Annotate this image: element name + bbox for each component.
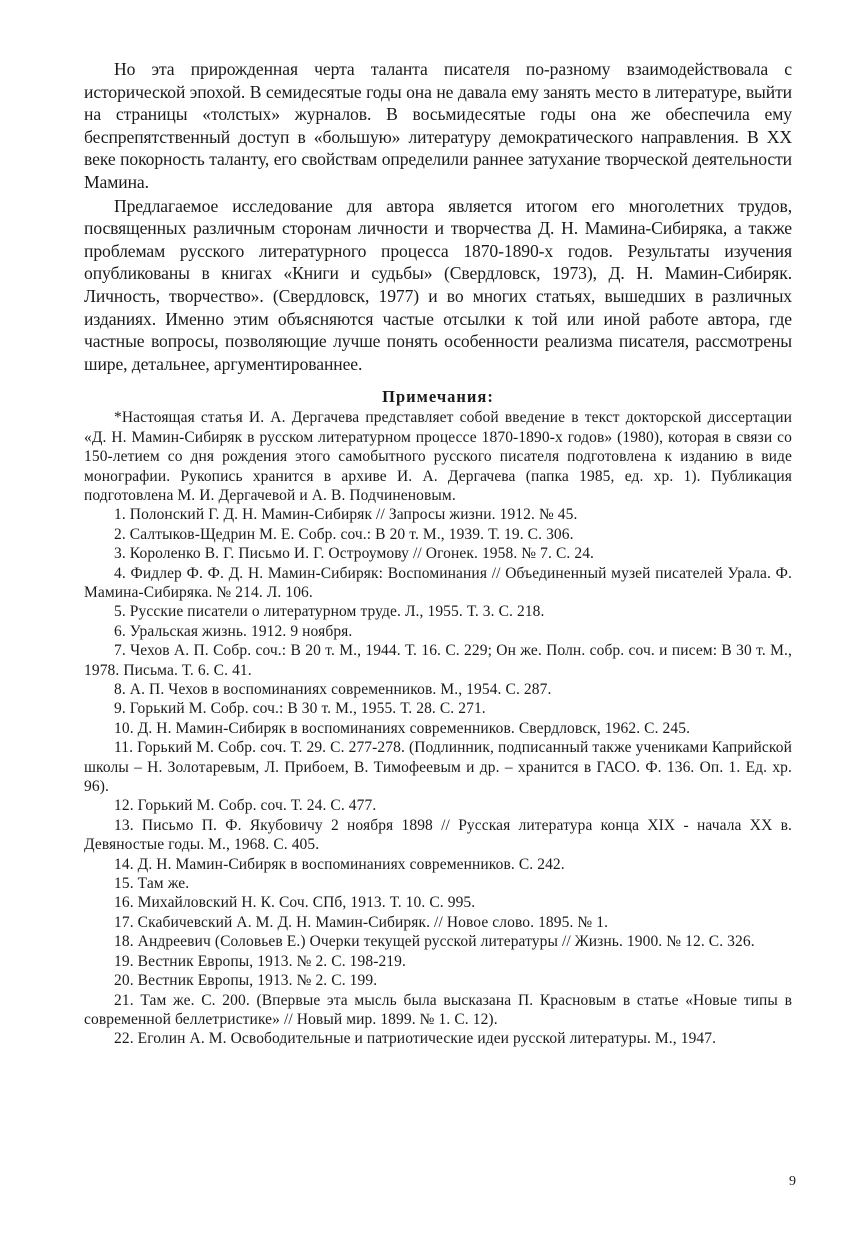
note-item: 15. Там же.	[114, 875, 190, 893]
note-item: 5. Русские писатели о литературном труде. Л., 1955. Т. 3. С. 218.	[114, 603, 545, 621]
note-item: 12. Горький М. Собр. соч. Т. 24. С. 477.	[114, 797, 377, 815]
note-item: 4. Фидлер Ф. Ф. Д. Н. Мамин-Сибиряк: Воспоминания // Объединенный музей писателей Урала. Ф. Мамина-Сибиряка. № 214. Л. 106.	[84, 564, 792, 601]
note-item: 8. А. П. Чехов в воспоминаниях современников. М., 1954. С. 287.	[114, 681, 552, 698]
note-item: 19. Вестник Европы, 1913. № 2. С. 198-219.	[114, 952, 406, 970]
notes-heading: Примечания:	[382, 387, 494, 407]
note-item: 3. Короленко В. Г. Письмо И. Г. Остроумову // Огонек. 1958. № 7. С. 24.	[114, 545, 595, 563]
note-item: 2. Салтыков-Щедрин М. Е. Собр. соч.: В 20 т. М., 1939. Т. 19. С. 306.	[114, 525, 574, 543]
body-paragraph: Предлагаемое исследование для автора является итогом его многолетних трудов, посвященных различным сторонам личности и творчества Д. Н. Мамина-Сибиряка, а также проблемам русского литературного процесса 1870-1890-х годов. Результаты изучения опубликованы в книгах «Книги и судьбы» (Свердловск, 1973), Д. Н. Мамин-Сибиряк. Личность, творчество». (Свердловск, 1977) и во многих статьях, вышедших в различных изданиях. Именно этим объясняются частые отсылки к той или иной работе автора, где частные вопросы, позволяющие лучше понять особенности реализма писателя, рассмотрены шире, детальнее, аргументированнее.	[84, 195, 792, 374]
note-item: 11. Горький М. Собр. соч. Т. 29. С. 277-278. (Подлинник, подписанный также учениками Каприйской школы – Н. Золотаревым, Л. Прибоем, В. Тимофеевым и др. – хранится в ГАСО. Ф. 136. Оп. 1. Ед. хр. 96).	[84, 739, 792, 796]
note-item: 6. Уральская жизнь. 1912. 9 ноября.	[114, 622, 353, 640]
note-item: 1. Полонский Г. Д. Н. Мамин-Сибиряк // Запросы жизни. 1912. № 45.	[114, 506, 578, 524]
note-item: 20. Вестник Европы, 1913. № 2. С. 199.	[114, 972, 378, 990]
note-item: 16. Михайловский Н. К. Соч. СПб, 1913. Т. 10. С. 995.	[114, 894, 476, 912]
page-content	[84, 58, 792, 1049]
note-intro: *Настоящая статья И. А. Дергачева представляет собой введение в текст докторской диссертации «Д. Н. Мамин-Сибиряк в русском литературном процессе 1870-1890-х годов» (1980), которая в связи со 150-летием со дня рождения этого самобытного русского писателя подготовлена к изданию в виде монографии. Рукопись хранится в архиве И. А. Дергачева (папка 1985, ед. хр. 1). Публикация подготовлена М. И. Дергачевой и А. В. Подчиненовым.	[84, 409, 792, 504]
note-item: 21. Там же. С. 200. (Впервые эта мысль была высказана П. Красновым в статье «Новые типы в современной беллетристике» // Новый мир. 1899. № 1. С. 12).	[84, 991, 792, 1028]
note-item: 10. Д. Н. Мамин-Сибиряк в воспоминаниях современников. Свердловск, 1962. С. 245.	[114, 719, 691, 737]
notes-list	[84, 408, 792, 1048]
note-item: 13. Письмо П. Ф. Якубовичу 2 ноября 1898 // Русская литература конца XIX - начала XX в. Девяностые годы. М., 1968. С. 405.	[84, 816, 792, 854]
note-item: 18. Андреевич (Соловьев Е.) Очерки текущей русской литературы // Жизнь. 1900. № 12. С. 326.	[114, 933, 755, 951]
body-paragraph: Но эта прирожденная черта таланта писателя по-разному взаимодействовала с исторической эпохой. В семидесятые годы она не давала ему занять место в литературе, выйти на страницы «толстых» журналов. В восьмидесятые годы она же обеспечила ему беспрепятственный доступ в «большую» литературу демократического направления. В XX веке покорность таланту, его свойствам определили раннее затухание творческой деятельности Мамина.	[84, 59, 792, 192]
note-item: 7. Чехов А. П. Собр. соч.: В 20 т. М., 1944. Т. 16. С. 229; Он же. Полн. собр. соч. и писем: В 30 т. М., 1978. Письма. Т. 6. С. 41.	[84, 642, 792, 679]
note-item: 17. Скабичевский А. М. Д. Н. Мамин-Сибиряк. // Новое слово. 1895. № 1.	[114, 913, 609, 931]
note-item: 22. Еголин А. М. Освободительные и патриотические идеи русской литературы. М., 1947.	[114, 1030, 717, 1048]
note-item: 14. Д. Н. Мамин-Сибиряк в воспоминаниях современников. С. 242.	[114, 855, 565, 873]
note-item: 9. Горький М. Собр. соч.: В 30 т. М., 1955. Т. 28. С. 271.	[114, 700, 486, 718]
page-number: 9	[789, 1174, 796, 1189]
